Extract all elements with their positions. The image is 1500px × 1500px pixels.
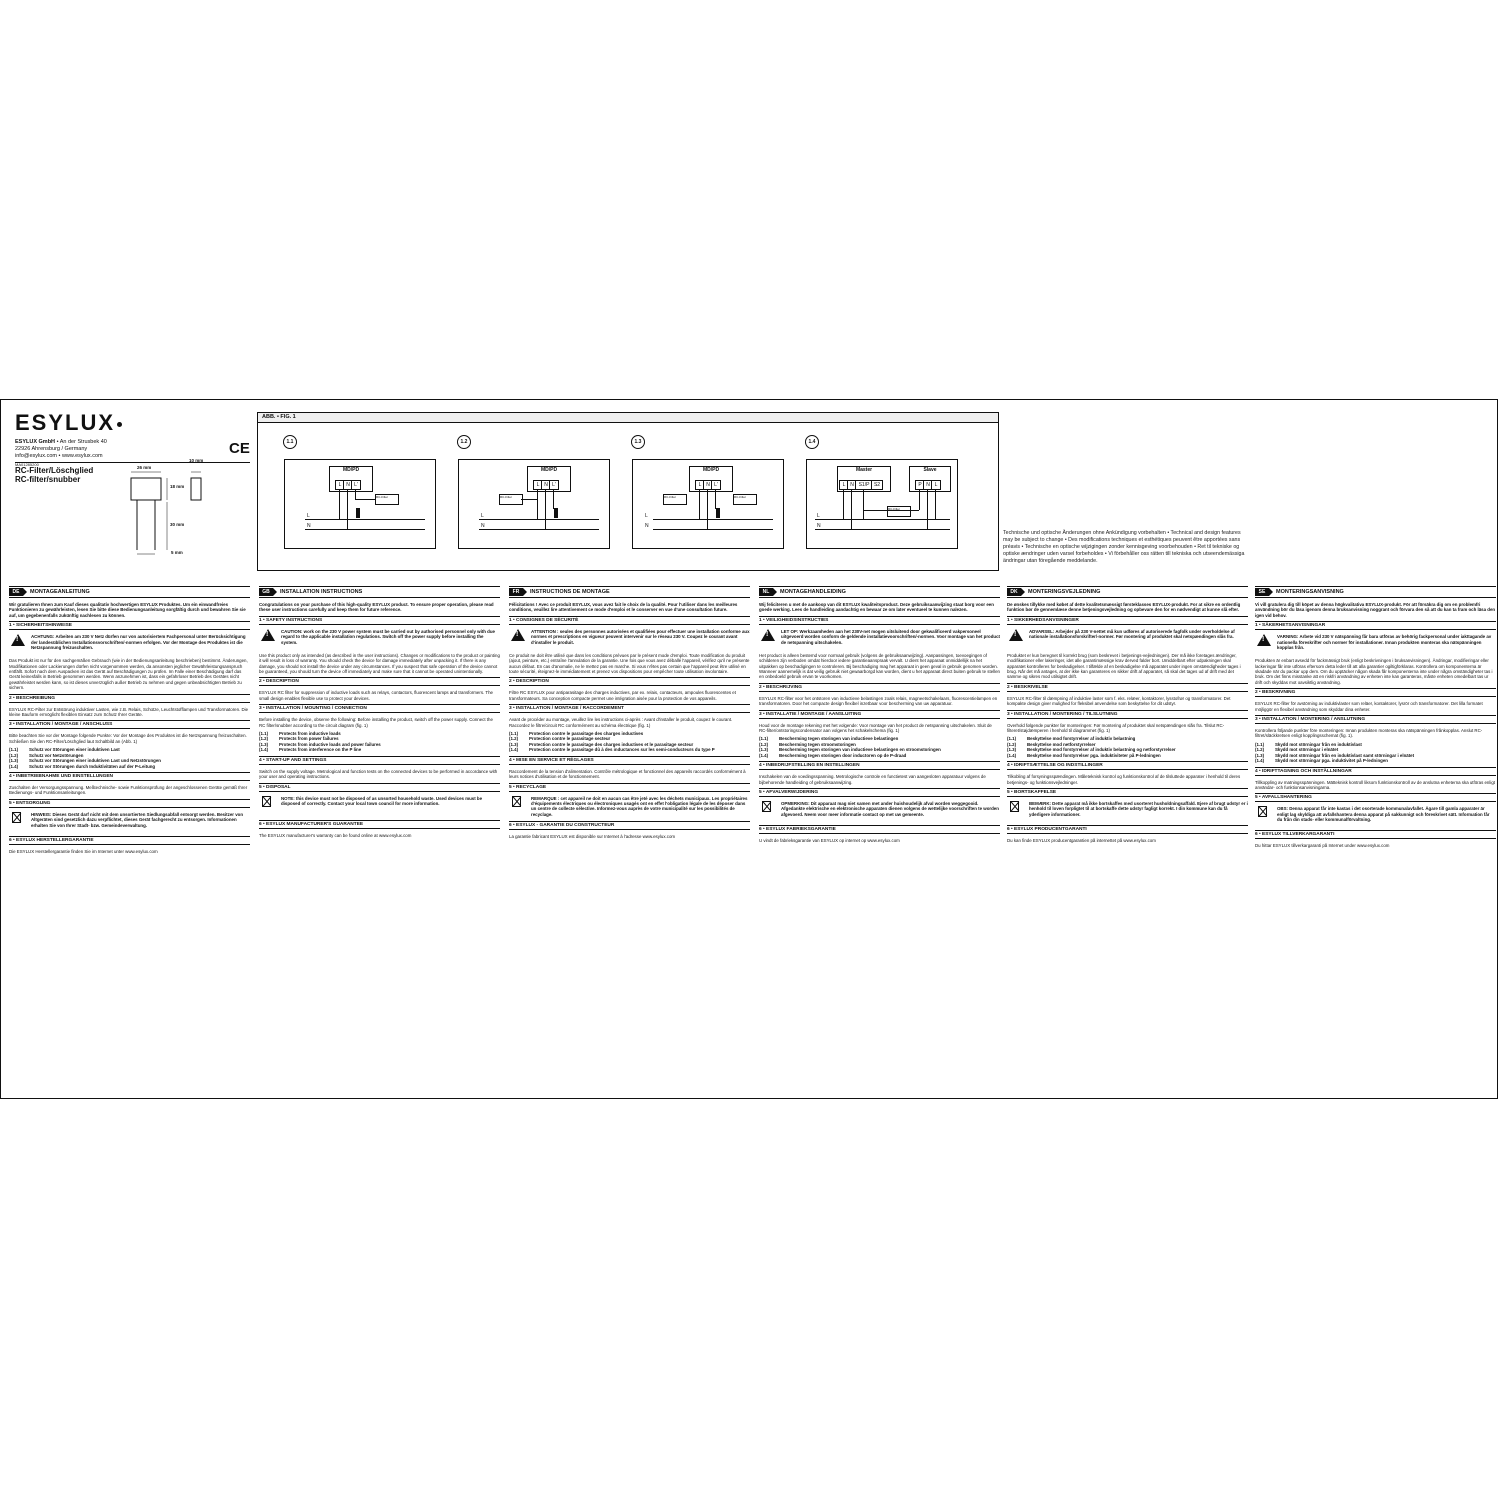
line-label: L	[307, 513, 310, 519]
item-number: (1.2)	[259, 736, 269, 742]
terminal: L	[839, 480, 849, 490]
intro-text: Wir gratulieren Ihnen zum Kauf dieses qualitativ hochwertigen ESYLUX Produktes. Um ein einwandfreies Funktionieren zu gewährleisten, lesen Sie bitte diese Bedienungsanleitung sorgfältig durch und bewahren Sie sie auf, um gegebenenfalls zukünftig nachlesen zu können.	[9, 602, 246, 618]
item-text: Beskyttelse mod forstyrrelser af induktiv belastning og netforstyrrelser	[1027, 747, 1176, 753]
snubber-outline-icon	[121, 464, 251, 564]
intro-text: Congratulations on your purchase of this high-quality ESYLUX product. To ensure proper operation, please read these user instructions carefully and keep them for future reference.	[259, 602, 494, 613]
safety-text: Use this product only as intended (as described in the user instructions). Changes or modifications to the product or painting it will result in loss of warranty. You should check the device for damage immediately after unpacking it. If there is any damage, you should not install the device under any circumstances. If you suspect that safe operation of the device cannot be guaranteed, you should turn the device off immediately and make sure that it cannot be operated unintentionally.	[259, 652, 500, 675]
language-tag: NL	[759, 588, 773, 596]
dim-height: 18 mm	[170, 484, 185, 489]
disposal-block	[759, 801, 1000, 821]
item-text: Schutz vor Netzstörungen	[29, 752, 84, 758]
column-nl	[759, 586, 1000, 846]
load-icon	[356, 508, 360, 518]
item-number: (1.4)	[1007, 752, 1017, 758]
section-heading: 3 • INSTALLATION / MOUNTING / CONNECTION	[259, 704, 500, 713]
dim-depth: 10 mm	[189, 458, 204, 463]
doc-number: MA01285200	[15, 462, 39, 467]
line-L	[479, 519, 599, 520]
diagram-frame	[284, 459, 436, 549]
line-label: L	[481, 513, 484, 519]
warning-text: VARNING: Arbete vid 230 V nätspänning får bara utföras av behörig fackpersonal under iakttagande av nationella föreskrifter och normer för installationer. Innan produkten monteras ska nätspänningen kopplas från.	[1277, 634, 1492, 651]
section-heading: 1 • SICHERHEITSHINWEISE	[9, 621, 250, 630]
disposal-text: BEMÆRK: Dette apparat må ikke bortskaffes med usorteret husholdningsaffald. Ejere af brugt udstyr er i henhold til loven forpligtet til at bortskaffe dette udstyr fagligt korrekt. I din kommune kan du få yderligere informationer.	[1029, 800, 1248, 817]
startup-text: Switch on the supply voltage. Metrological and function tests on the connected devices to be performed in accordance with your user and operating instructions.	[259, 768, 498, 780]
wire	[919, 489, 920, 510]
language-header	[759, 586, 1000, 598]
change-notice: Technische und optische Änderungen ohne Ankündigung vorbehalten • Technical and design features may be subject to change • Des modifications techniques et esthétiques peuvent être apportées sans préavis • Technische en optische wijzigingen zonder kennisgeving voorbehouden • Ret til tekniske og optiske ændringer uden varsel forbeholdes • Vi förbehåller oss rätten till tekniska och utseendemässiga ändringar utan föregående meddelande.	[1003, 530, 1245, 564]
column-title: INSTALLATION INSTRUCTIONS	[280, 589, 363, 595]
slave-box: Slave	[909, 466, 951, 492]
section-heading: 5 • AVFALLSHANTERING	[1255, 793, 1496, 802]
device-box: MD/PD	[689, 466, 733, 492]
wire	[339, 489, 340, 519]
disposal-text: NOTE: this device must not be disposed of as unsorted household waste. Used devices must be disposed of correctly. Contact your local town council for more information.	[281, 795, 483, 806]
terminal: L	[695, 480, 705, 490]
diagram-frame	[806, 459, 958, 549]
intro-text: Vi vill gratulera dig till köpet av denna högkvalitativa ESYLUX-produkt. För att försäkra dig om en problemfri användning bör du läsa igenom denna bruksanvisning noggrant och förvara den så att du kan ta fram och läsa den igen vid behov.	[1255, 602, 1496, 618]
installation-text: Before installing the device, observe the following: Before installing the product, switch off the power supply. Connect the RC filter/snubber according to the circuit diagram (fig. 1)	[259, 717, 493, 728]
section-heading: 2 • DESCRIPTION	[509, 677, 750, 686]
item-text: Schutz vor Störungen einer induktiven Last und Netzstörungen	[29, 758, 161, 764]
column-title: MONTAGEHANDLEIDING	[780, 589, 846, 595]
item-text: Protects from inductive loads	[279, 731, 341, 737]
section-heading: 6 • ESYLUX FABRIEKSGARANTIE	[759, 825, 1000, 834]
wire	[851, 489, 852, 529]
ce-mark-icon: CE	[229, 440, 250, 457]
line-N	[815, 529, 950, 530]
wire	[699, 489, 700, 519]
startup-text: Raccordement de la tension d'alimentation. Contrôle métrologique et fonctionnel des appareils raccordés conformément à leurs notices d'utilisation et de fonctionnement.	[509, 768, 746, 780]
wire	[715, 489, 716, 509]
diagram-frame	[632, 459, 784, 549]
warning-text: CAUTION: work on the 230 V power system must be carried out by authorised personnel only with due regard to the applicable installation regulations. Switch off the power supply before installing the system.	[281, 628, 495, 645]
warranty-text: The ESYLUX manufacturer's warranty can be found online at www.esylux.com	[259, 832, 412, 838]
warning-block	[1007, 629, 1248, 649]
wire	[707, 489, 708, 529]
startup-text: Zuschalten der Versorgungsspannung. Meßtechnische- sowie Funktionsprüfung der angeschlossenen Geräte gemäß Ihrer Bedienungs- und Funktionsanleitungen.	[9, 784, 248, 796]
section-heading: 3 • INSTALLATION / MONTAGE / RACCORDEMENT	[509, 704, 750, 713]
diagram-number: 1.2	[457, 435, 471, 449]
item-number: (1.1)	[259, 731, 269, 737]
company-contact: info@esylux.com • www.esylux.com	[15, 453, 103, 459]
section-heading: 4 • INBEDRIJFSTELLING EN INSTELLINGEN	[759, 761, 1000, 770]
safety-text: Het product is alleen bestemd voor normaal gebruik (volgens de gebruiksaanwijzing). Aanpassingen, toevoegingen of schilderen zijn verboden omdat hierdoor iedere garantieaanspraak vervalt. U dient het apparaat onmiddellijk na het uitpakken op beschadigingen te controleren. Bij beschadiging mag het apparaat in geen geval in gebruik genomen worden. Wanneer aannemelijk is dat veilig gebruik niet gewaarborgd kan worden, dient u het apparaat direct buiten gebruik te stellen en onbedoeld gebruik ervan te voorkomen.	[759, 652, 1000, 680]
startup-text: Inschakelen van de voedingsspanning. Metrologische controle en functietest van aangesloten apparatuur volgens de bijbehorende handleiding of gebruiksaanwijzing.	[759, 774, 986, 785]
terminal: L'	[549, 480, 559, 490]
column-title: MONTERINGSVEJLEDNING	[1028, 589, 1101, 595]
terminal: L	[533, 480, 543, 490]
rc-filter-icon: RC-Filter	[499, 494, 523, 505]
crossed-bin-icon	[1258, 806, 1267, 817]
wire	[843, 489, 844, 519]
warning-block	[259, 629, 500, 649]
disposal-block	[1255, 806, 1496, 826]
esylux-logo: ESYLUX	[15, 410, 250, 436]
section-heading: 6 • ESYLUX MANUFACTURER'S GUARANTEE	[259, 820, 500, 829]
item-text: Schutz vor Störungen durch Induktivitäten auf der P-Leitung	[29, 763, 156, 769]
item-text: Skydd mot störningar i elnätet	[1275, 747, 1339, 753]
warning-icon	[761, 629, 775, 641]
item-number: (1.4)	[259, 747, 269, 753]
column-de	[9, 586, 250, 857]
column-gb	[259, 586, 500, 841]
installation-text: Bitte beachten Sie vor der Montage folgende Punkte: Vor der Montage des Produktes ist die Netzspannung freizuschalten. Schließen Sie den RC-Filter/Löschglied laut Schaltbild an (Abb. 1)	[9, 733, 247, 744]
warranty-text: La garantie fabricant ESYLUX est disponible sur Internet à l'adresse www.esylux.com	[509, 834, 676, 840]
circuit-item	[1007, 753, 1248, 758]
section-heading: 1 • SÄKERHETSANVISNINGAR	[1255, 621, 1496, 630]
description-text: ESYLUX RC-filter voor het ontstoren van inductieve belastingen zoals relais, magneetschakelaars, fluorescentielampen en transformatoren. Door het compacte design flexibel inzetbaar voor bescherming van uw apparatuur.	[759, 695, 998, 707]
warning-icon	[511, 629, 525, 641]
item-text: Protects from power failures	[279, 736, 339, 742]
item-text: Protection contre le parasitage des charges inductives et le parasitage secteur	[529, 741, 694, 747]
item-number: (1.1)	[759, 736, 769, 742]
description-text: Filtre RC ESYLUX pour antiparasitage des charges inductives, par ex. relais, contacteurs, ampoules fluorescentes et transformateurs. Sa conception compacte permet une intégration aisée pour la protection de vos appareils.	[509, 690, 736, 701]
terminal: L	[335, 480, 345, 490]
logo-dot-icon	[117, 422, 122, 427]
item-number: (1.4)	[759, 752, 769, 758]
section-heading: 5 • RECYCLAGE	[509, 783, 750, 792]
item-number: (1.2)	[9, 752, 19, 758]
device-box: MD/PD	[329, 466, 373, 492]
warranty-text: U vindt de fabrieksgarantie van ESYLUX op internet op www.esylux.com	[759, 837, 900, 843]
item-text: Skydd mot störningar från en induktivlast	[1275, 741, 1362, 747]
item-number: (1.1)	[1007, 736, 1017, 742]
item-text: Protection contre le parasitage secteur	[529, 736, 611, 742]
item-text: Bescherming tegen storingen van inductieve belastingen	[779, 736, 899, 742]
company-street: • An der Strusbek 40	[56, 439, 107, 445]
diagram-1-4	[806, 435, 966, 555]
line-N	[653, 529, 773, 530]
device-box: MD/PD	[527, 466, 571, 492]
wire	[553, 489, 554, 509]
item-number: (1.2)	[1255, 747, 1265, 753]
company-address	[15, 439, 250, 460]
language-tag: GB	[259, 588, 273, 596]
brand-block	[15, 410, 250, 467]
item-number: (1.2)	[509, 736, 519, 742]
diagram-frame	[458, 459, 610, 549]
disposal-block	[509, 796, 750, 818]
item-number: (1.4)	[9, 763, 19, 769]
warning-icon	[261, 629, 275, 641]
rc-filter-icon: RC-Filter	[375, 494, 399, 505]
section-heading: 4 • INBETRIEBNAHME UND EINSTELLUNGEN	[9, 772, 250, 781]
crossed-bin-icon	[762, 801, 771, 812]
product-title	[15, 466, 93, 484]
item-number: (1.3)	[9, 758, 19, 764]
description-text: ESYLUX RC-filter för avstörning av induktivlaster som reläer, kontaktorer, lysrör och transformatorer. Det lilla formatet möjliggör en flexibel användning som skyddar dina enheter.	[1255, 701, 1483, 712]
section-heading: 3 • INSTALLATION / MONTERING / ANSLUTNING	[1255, 715, 1496, 724]
warranty-text: Du hittar ESYLUX tillverkargaranti på Internet under www.esylux.com	[1255, 843, 1390, 849]
wire	[927, 489, 928, 529]
product-title-en: RC-filter/snubber	[15, 475, 81, 484]
section-heading: 4 • IDRIFTTAGNING OCH INSTÄLLNINGAR	[1255, 767, 1496, 776]
intro-text: Félicitations ! Avec ce produit ESYLUX, vous avez fait le choix de la qualité. Pour l'utiliser dans les meilleures conditions, veuillez lire attentivement ce mode d'emploi et le conserver en vue d'une consultation future.	[509, 602, 738, 613]
column-dk	[1007, 586, 1248, 846]
item-number: (1.4)	[509, 747, 519, 753]
line-label: L	[645, 513, 648, 519]
line-N	[479, 529, 599, 530]
item-text: Beskyttelse mod netforstyrrelser	[1027, 741, 1096, 747]
section-heading: 6 • ESYLUX TILLVERKARGARANTI	[1255, 830, 1496, 839]
terminal: L'	[711, 480, 721, 490]
circuit-item	[509, 747, 750, 752]
section-heading: 4 • MISE EN SERVICE ET RÉGLAGES	[509, 756, 750, 765]
circuit-item	[1255, 758, 1496, 763]
section-heading: 5 • AFVALVERWIJDERING	[759, 788, 1000, 797]
disposal-text: OPMERKING: Dit apparaat mag niet samen met ander huishoudelijk afval worden weggegooid. Afgedankte elektrische en elektronische apparaten dienen volgens de wettelijke voorschriften te worden afgevoerd. Neem voor meer informatie contact op met uw gemeente.	[781, 800, 999, 817]
line-L	[653, 519, 773, 520]
company-city: 22926 Ahrensburg / Germany	[15, 446, 88, 452]
terminal: P	[915, 480, 925, 490]
line-label: N	[307, 523, 311, 529]
installation-text: Kontrollera följande punkter före monteringen: Innan produkten monteras ska nätspänningen frånkopplas. Anslut RC-filtret/släckkretsen enligt kopplingsschemat (fig. 1).	[1255, 728, 1483, 739]
dim-width: 26 mm	[137, 465, 152, 470]
item-number: (1.2)	[759, 741, 769, 747]
startup-text: Tillkoppling av matningsspänningen. Mätteknisk kontroll liksom funktionskontroll av de anslutna enheterna ska utföras enligt användar- och funktionsanvisningarna.	[1255, 779, 1495, 790]
diagram-number: 1.1	[283, 435, 297, 449]
section-heading: 3 • INSTALLATION / MONTAGE / ANSCHLUSS	[9, 720, 250, 729]
safety-text: Produkten är enbart avsedd för fackmässigt bruk (enligt beskrivningen i bruksanvisningen). Ändringar, modifieringar eller lackeringar får inte utföras eftersom detta leder till att alla garantier ogiltigförklaras. Kontrollera om komponenterna är skadade när du packar upp dem. Om du upptäcker någon skada får komponenterna inte under några omständigheter tas i bruk. Om det finns misstanke att en riskfri användning av enheten inte kan garanteras, måste enheten omedelbart tas ur drift och skyddas mot oavsiktlig användning.	[1255, 658, 1493, 685]
safety-text: Produktet er kun beregnet til korrekt brug (som beskrevet i betjenings-vejledningen). Der må ikke foretages ændringer, modifikationer eller lakeringer, idet alle garantimæssige krav derved falder bort. Umiddelbart efter udpakningen skal apparatet kontrolleres for beskadigelser. I tilfælde af en beskadigelse må apparatet under ingen omstændigheder tages i brug. Når det må antages, at der ikke kan garanteres en sikker drift af apparatet, så skal det tages ud af drift med det samme og sikres mod utilsigtet drift.	[1007, 652, 1241, 680]
terminal: N	[343, 480, 353, 490]
circuit-item	[759, 753, 1000, 758]
item-number: (1.2)	[1007, 741, 1017, 747]
warning-text: ACHTUNG: Arbeiten am 230 V Netz dürfen nur von autorisiertem Fachpersonal unter Berücksichtigung der landesüblichen Installationsvorschriften/-normen erfolgen. Vor der Montage des Produktes ist die Netzspannung freizuschalten.	[31, 634, 246, 651]
diagram-1-1	[284, 435, 444, 555]
wire	[545, 489, 546, 529]
section-heading: 2 • BESKRIVNING	[1255, 688, 1496, 697]
warning-icon	[1009, 629, 1023, 641]
section-heading: 1 • SAFETY INSTRUCTIONS	[259, 616, 500, 625]
item-number: (1.1)	[1255, 741, 1265, 747]
section-heading: 5 • ENTSORGUNG	[9, 799, 250, 808]
column-se	[1255, 586, 1496, 852]
product-title-de: RC-Filter/Löschglied	[15, 466, 94, 475]
wire	[537, 489, 538, 519]
line-L	[815, 519, 950, 520]
terminal: N	[541, 480, 551, 490]
line-N	[305, 529, 425, 530]
wire	[863, 510, 919, 511]
line-label: L	[817, 513, 820, 519]
dim-spacing: 5 mm	[171, 550, 183, 555]
wire	[863, 489, 864, 519]
dimension-drawing	[121, 458, 251, 564]
section-heading: 2 • BESKRIVELSE	[1007, 683, 1248, 692]
language-header	[9, 586, 250, 598]
language-tag: FR	[509, 588, 523, 596]
item-text: Beskyttelse mod forstyrrelser pga. induktiviteter på P-ledningen	[1027, 752, 1161, 758]
rc-filter-icon: RC-Filter	[663, 494, 687, 505]
language-header	[259, 586, 500, 598]
item-number: (1.1)	[9, 747, 19, 753]
section-heading: 6 • ESYLUX HERSTELLERGARANTIE	[9, 836, 250, 845]
item-number: (1.1)	[509, 731, 519, 737]
line-label: N	[817, 523, 821, 529]
wire	[355, 489, 356, 499]
installation-text: Houd voor de montage rekening met het volgende: Voor montage van het product de netspanning uitschakelen. Sluit de RC-filter/ontstoringscondensator aan volgens het schakelschema (fig. 1)	[759, 722, 992, 734]
terminal: N	[847, 480, 857, 490]
item-text: Protects from interference on the P line	[279, 747, 362, 753]
circuit-item	[259, 747, 500, 752]
terminal: S2	[871, 480, 883, 490]
startup-text: Tilkobling af forsyningsspændingen. Måleteknisk kontrol og funktionskontrol af de tilsluttede apparater i henhold til deres betjenings- og funktionsvejledninger.	[1007, 774, 1241, 785]
column-title: INSTRUCTIONS DE MONTAGE	[530, 589, 610, 595]
language-tag: SE	[1255, 588, 1269, 596]
diagram-1-2	[458, 435, 618, 555]
crossed-bin-icon	[262, 796, 271, 807]
item-text: Protection contre le parasitage dû à des inductances sur les semi-conducteurs du type P	[529, 747, 715, 753]
section-heading: 4 • START-UP AND SETTINGS	[259, 756, 500, 765]
item-text: Protection contre le parasitage des charges inductives	[529, 731, 644, 737]
terminal: N	[703, 480, 713, 490]
line-label: N	[645, 523, 649, 529]
section-heading: 2 • BESCHREIBUNG	[9, 694, 250, 703]
language-header	[509, 586, 750, 598]
item-text: Schutz vor Störungen einer induktiven Last	[29, 747, 120, 753]
intro-text: De ønskes tillykke med købet af dette kvalitetsmæssigt førsteklasses ESYLUX-produkt. For at sikre en ordentlig funktion bør de gennemlæse denne betjeningsvejledning og opbevare den for en nødvendigt at kunne slå efter.	[1007, 602, 1241, 613]
disposal-text: OBS: Denna apparat får inte kastas i det osorterade kommunalavfallet. Ägare till gamla apparater är enligt lag skyldiga att avfallshantera denna apparat på sakkunnigt och föreskrivet sätt. Information får du från din stads- eller kommunalförvaltning.	[1277, 806, 1490, 823]
rc-filter-icon: RC-Filter	[733, 494, 757, 505]
terminal: L	[931, 480, 941, 490]
item-number: (1.3)	[759, 747, 769, 753]
warning-block	[759, 629, 1000, 649]
disposal-text: HINWEIS: Dieses Gerät darf nicht mit dem unsortierten Siedlungsabfall entsorgt werden. Besitzer von Altgeräten sind gesetzlich dazu verpflichtet, dieses Gerät fachgerecht zu entsorgen. Informationen erhalten Sie von Ihrer Stadt- bzw. Gemeindeverwaltung.	[31, 811, 244, 828]
section-heading: 1 • CONSIGNES DE SÉCURITÉ	[509, 616, 750, 625]
column-title: MONTERINGSANVISNING	[1276, 589, 1344, 595]
item-text: Bescherming tegen storingen door inductoren op de P-draad	[779, 752, 907, 758]
disposal-text: REMARQUE : cet appareil ne doit en aucun cas être jeté avec les déchets municipaux. Les propriétaires d'équipements électriques ou électroniques usagés ont en effet l'obligation légale de les déposer dans un centre de collecte sélective. Informez-vous auprès de votre municipalité sur les possibilités de recyclage.	[531, 795, 748, 817]
column-title: MONTAGEANLEITUNG	[30, 589, 90, 595]
warranty-text: Du kan finde ESYLUX producentgarantien på internettet på www.esylux.com	[1007, 837, 1156, 843]
item-text: Skydd mot störningar pga. induktivitet på P-ledningen	[1275, 758, 1388, 764]
wire	[347, 489, 348, 529]
description-text: ESYLUX RC filter for suppression of inductive loads such as relays, contactors, fluorescent lamps and transformers. The small design enables flexible use to protect your devices.	[259, 690, 493, 701]
section-heading: 2 • BESCHRIJVING	[759, 683, 1000, 692]
wiring-figure	[257, 412, 999, 571]
language-header	[1007, 586, 1248, 598]
warning-text: ATTENTION : seules des personnes autorisées et qualifiées pour effectuer une installation conforme aux normes et prescriptions en vigueur peuvent intervenir sur le réseau 230 V. Coupez le courant avant d'installer le produit.	[531, 628, 750, 645]
item-text: Skydd mot störningar från en induktivlast samt störningar i elnätet	[1275, 752, 1415, 758]
warning-text: LET OP: Werkzaamheden aan het 230V-net mogen uitsluitend door gekwalificeerd vakpersoneel uitgevoerd worden conform de geldende installatievoorschriften/-normen. Voor montage van het product de netspanning uitschakelen.	[781, 628, 1000, 645]
item-number: (1.3)	[1255, 752, 1265, 758]
leaflet-sheet	[0, 399, 1498, 1099]
diagram-number: 1.4	[805, 435, 819, 449]
line-label: N	[481, 523, 485, 529]
terminal: S1/P	[855, 480, 873, 490]
load-icon	[554, 508, 558, 518]
warranty-text: Die ESYLUX Herstellergarantie finden Sie im Internet unter www.esylux.com	[9, 848, 158, 854]
item-text: Bescherming tegen stroomstoringen	[779, 741, 856, 747]
terminal: L'	[351, 480, 361, 490]
crossed-bin-icon	[1010, 801, 1019, 812]
crossed-bin-icon	[12, 812, 21, 823]
description-text: ESYLUX RC-filter til dæmpning af induktive laster som f. eks. relæer, kontaktorer, lysstofrør og transformatorer. Det kompakte design giver mulighed for fleksibel anvendelse som beskyttelse for dit udstyr.	[1007, 695, 1231, 707]
description-text: ESYLUX RC-Filter zur Entstörung induktiver Lasten, wie z.B. Relais, Schütze, Leuchtstofflampen und Transformatoren. Die kleine Bauform ermöglicht flexiblen Einsatz zum Schutz Ihrer Geräte.	[9, 706, 249, 718]
installation-text: Overhold følgende punkter før monteringen: Før montering af produktet skal netspændingen slås fra. Tilslut RC-filteret/støjdæmperen i henhold til diagrammet (fig. 1)	[1007, 722, 1225, 734]
circuit-item	[9, 764, 250, 769]
item-text: Beskyttelse mod forstyrrelser af induktiv belastning	[1027, 736, 1136, 742]
section-heading: 5 • DISPOSAL	[259, 783, 500, 792]
terminal: N	[923, 480, 933, 490]
section-heading: 6 • ESYLUX PRODUCENTGARANTI	[1007, 825, 1248, 834]
item-number: (1.3)	[1007, 747, 1017, 753]
diagram-number: 1.3	[631, 435, 645, 449]
section-heading: 3 • INSTALLATION / MONTERING / TILSLUTNING	[1007, 710, 1248, 719]
section-heading: 5 • BORTSKAFFELSE	[1007, 788, 1248, 797]
header-rule	[15, 462, 250, 463]
disposal-block	[1007, 801, 1248, 821]
language-header	[1255, 586, 1496, 598]
warning-icon	[11, 634, 25, 646]
section-heading: 1 • VEILIGHEIDSINSTRUCTIES	[759, 616, 1000, 625]
intro-text: Wij feliciteren u met de aankoop van dit ESYLUX kwaliteitsproduct. Deze gebruiksaanwijzing staat borg voor een goede werking. Lees de handleiding aandachtig en bewaar ze om later eventueel te kunnen nalezen.	[759, 602, 994, 613]
warning-text: ADVARSEL: Arbejder på 230 V-nettet må kun udføres af autoriserede fagfolk under overholdelse af nationale installationsforskrifter/-normer. Før montering af produktet skal netspændingen slås fra.	[1029, 628, 1235, 640]
line-L	[305, 519, 425, 520]
warning-icon	[1257, 634, 1271, 646]
section-heading: 4 • IDRIFTSÆTTELSE OG INDSTILLINGER	[1007, 761, 1248, 770]
warning-block	[509, 629, 750, 649]
item-number: (1.4)	[1255, 758, 1265, 764]
wire	[521, 499, 537, 500]
item-number: (1.3)	[259, 741, 269, 747]
warning-block	[9, 634, 250, 654]
item-number: (1.3)	[509, 741, 519, 747]
language-tag: DE	[9, 588, 23, 596]
dim-leg: 30 mm	[170, 522, 185, 527]
installation-text: Avant de procéder au montage, veuillez lire les instructions ci-après : Avant d'installer le produit, coupez le courant. Raccordez le filtre/circuit RC conformément au schéma électrique (fig. 1)	[509, 717, 733, 728]
diagram-1-3	[632, 435, 792, 555]
safety-text: Das Produkt ist nur für den sachgemäßen Gebrauch (wie in der Bedienungsanleitung beschrieben) bestimmt. Änderungen, Modifikationen oder Lackierungen dürfen nicht vorgenommen werden, da ansonsten jeglicher Gewährleistungsanspruch entfällt. Sofort nach dem Auspacken ist das Gerät auf Beschädigungen zu prüfen. Im Falle einer Beschädigung darf das Gerät keinesfalls in Betrieb genommen werden. Wenn anzunehmen ist, dass ein gefahrloser Betrieb des Gerätes nicht gewährleistet werden kann, so ist dieses unverzüglich außer Betrieb zu nehmen und gegen unbeabsichtigten Betrieb zu sichern.	[9, 658, 248, 691]
company-name: ESYLUX GmbH	[15, 439, 56, 445]
disposal-block	[9, 812, 250, 832]
item-text: Bescherming tegen storingen van inductieve belastingen en stroomstoringen	[779, 747, 941, 753]
item-text: Protects from inductive loads and power failures	[279, 741, 381, 747]
load-icon	[716, 508, 720, 518]
column-fr	[509, 586, 750, 843]
figure-tag: ABB. • FIG. 1	[258, 413, 998, 423]
wire	[935, 489, 936, 519]
section-heading: 3 • INSTALLATIE / MONTAGE / AANSLUITING	[759, 710, 1000, 719]
language-tag: DK	[1007, 588, 1021, 596]
crossed-bin-icon	[512, 796, 521, 807]
section-heading: 6 • ESYLUX - GARANTIE DU CONSTRUCTEUR	[509, 821, 750, 830]
wire	[355, 499, 375, 500]
safety-text: Ce produit ne doit être utilisé que dans les conditions prévues par le présent mode d'emploi. Toute modification du produit (ajout, peinture, etc.) entraîne l'annulation de la garantie. Une fois que vous avez déballé l'appareil, vérifiez qu'il ne présente aucun défaut. En cas d'anomalie, ne le mettez pas en marche. Si vous n'êtes pas certain que l'appareil peut être utilisé en toute sécurité, éteignez-le immédiatement et prenez vos dispositions pour empêcher toute utilisation involontaire.	[509, 652, 750, 675]
master-box: Master	[837, 466, 891, 492]
warning-block	[1255, 634, 1496, 654]
section-heading: 2 • DESCRIPTION	[259, 677, 500, 686]
section-heading: 1 • SIKKERHEDSANVISNINGER	[1007, 616, 1248, 625]
disposal-block	[259, 796, 500, 816]
rc-filter-icon: RC-Filter	[887, 506, 911, 517]
